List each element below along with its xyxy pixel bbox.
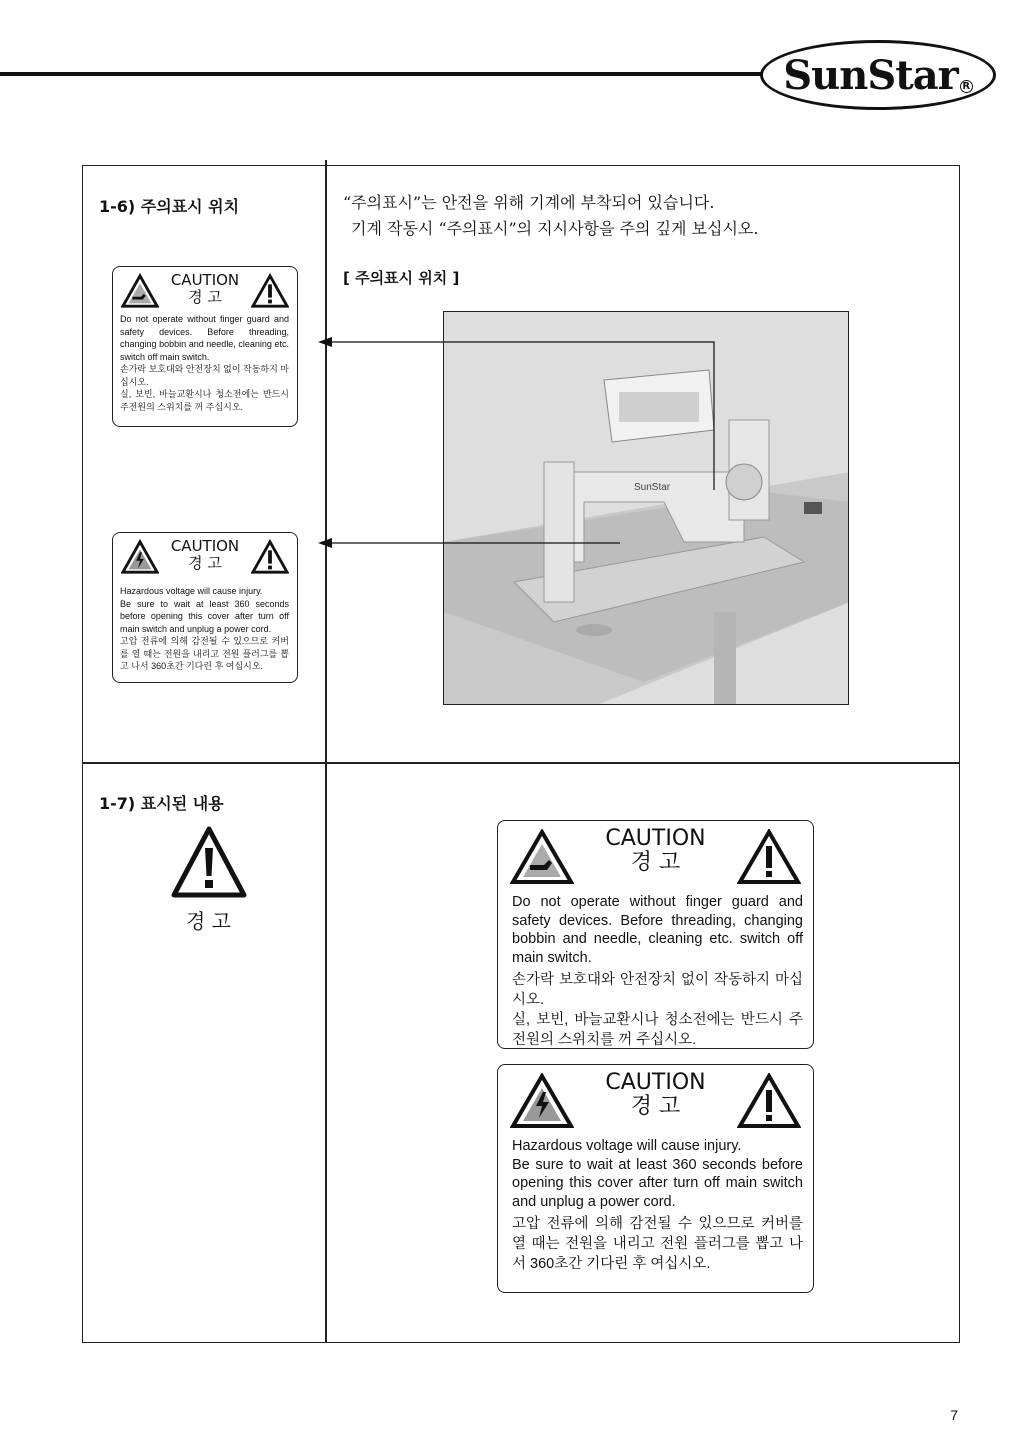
page-number: 7 (950, 1407, 958, 1423)
caution-ko: 고압 전류에 의해 감전될 수 있으므로 커버를 열 때는 전원을 내리고 전원 플러그를 뽑고 나서 360초간 기다린 후 여십시오. (512, 1216, 803, 1272)
caution-ko-2: 실, 보빈, 바늘교환시나 청소전에는 반드시 주전원의 스위치를 꺼 주십시오. (120, 389, 289, 412)
caution-label-finger-large (497, 820, 814, 1049)
caution-en: Do not operate without finger guard and safety devices. Before threading, changing bobbin and needle, cleaning etc. switch off main switch. (120, 314, 289, 362)
caution-ko-1: 손가락 보호대와 안전장치 없이 작동하지 마십시오. (120, 364, 289, 387)
caution-ko: 고압 전류에 의해 감전될 수 있으므로 커버를 열 때는 전원을 내리고 전원 플러그를 뽑고 나서 360초간 기다린 후 여십시오. (120, 636, 289, 671)
sunstar-logo (760, 40, 996, 110)
intro-line-1: “주의표시”는 안전을 위해 기계에 부착되어 있습니다. (343, 193, 715, 212)
machine-brand: SunStar (634, 482, 671, 493)
caution-label-voltage-small (112, 532, 298, 683)
caution-en-1: Hazardous voltage will cause injury. (120, 586, 263, 596)
caution-korean: 경 고 (630, 850, 681, 876)
caution-korean: 경 고 (188, 287, 222, 306)
caution-word: CAUTION (170, 271, 240, 289)
caution-label-finger-small (112, 266, 298, 427)
registered-mark: R (960, 80, 973, 93)
caution-label-voltage-large (497, 1064, 814, 1293)
warning-icon (737, 1073, 801, 1129)
caution-word: CAUTION (605, 1070, 706, 1095)
brand-name: SunStar (783, 51, 958, 99)
warning-icon (251, 539, 289, 575)
warning-icon (737, 829, 801, 885)
caution-en-2: Be sure to wait at least 360 seconds before opening this cover after turn off main switch and unplug a power cord. (512, 1156, 803, 1210)
caution-ko-2: 실, 보빈, 바늘교환시나 청소전에는 반드시 주전원의 스위치를 꺼 주십시오. (512, 1012, 803, 1048)
section-1-6-title: 1-6) 주의표시 위치 (99, 197, 240, 216)
caution-ko-1: 손가락 보호대와 안전장치 없이 작동하지 마십시오. (512, 972, 803, 1008)
caution-en: Do not operate without finger guard and safety devices. Before threading, changing bobbin and needle, cleaning etc. switch off main switch. (512, 894, 803, 966)
caution-word: CAUTION (170, 537, 240, 555)
intro-line-2: 기계 작동시 “주의표시”의 지시사항을 주의 깊게 보십시오. (351, 219, 759, 238)
header-rule (0, 72, 762, 76)
section-1-7-title: 1-7) 표시된 내용 (99, 794, 224, 813)
row-divider (82, 762, 960, 764)
warning-symbol-icon (171, 826, 247, 898)
warning-symbol-label: 경 고 (186, 909, 231, 933)
label-location-subtitle: [ 주의표시 위치 ] (343, 269, 460, 287)
caution-body (512, 1137, 803, 1274)
caution-word: CAUTION (605, 826, 706, 851)
caution-body (512, 893, 803, 1050)
caution-body (120, 313, 289, 413)
warning-icon (251, 273, 289, 309)
leader-arrows (300, 330, 720, 560)
caution-en-1: Hazardous voltage will cause injury. (512, 1138, 742, 1154)
caution-korean: 경 고 (630, 1094, 681, 1120)
caution-body (120, 585, 289, 673)
caution-en-2: Be sure to wait at least 360 seconds before opening this cover after turn off main switch and unplug a power cord. (120, 598, 289, 634)
caution-korean: 경 고 (188, 553, 222, 572)
